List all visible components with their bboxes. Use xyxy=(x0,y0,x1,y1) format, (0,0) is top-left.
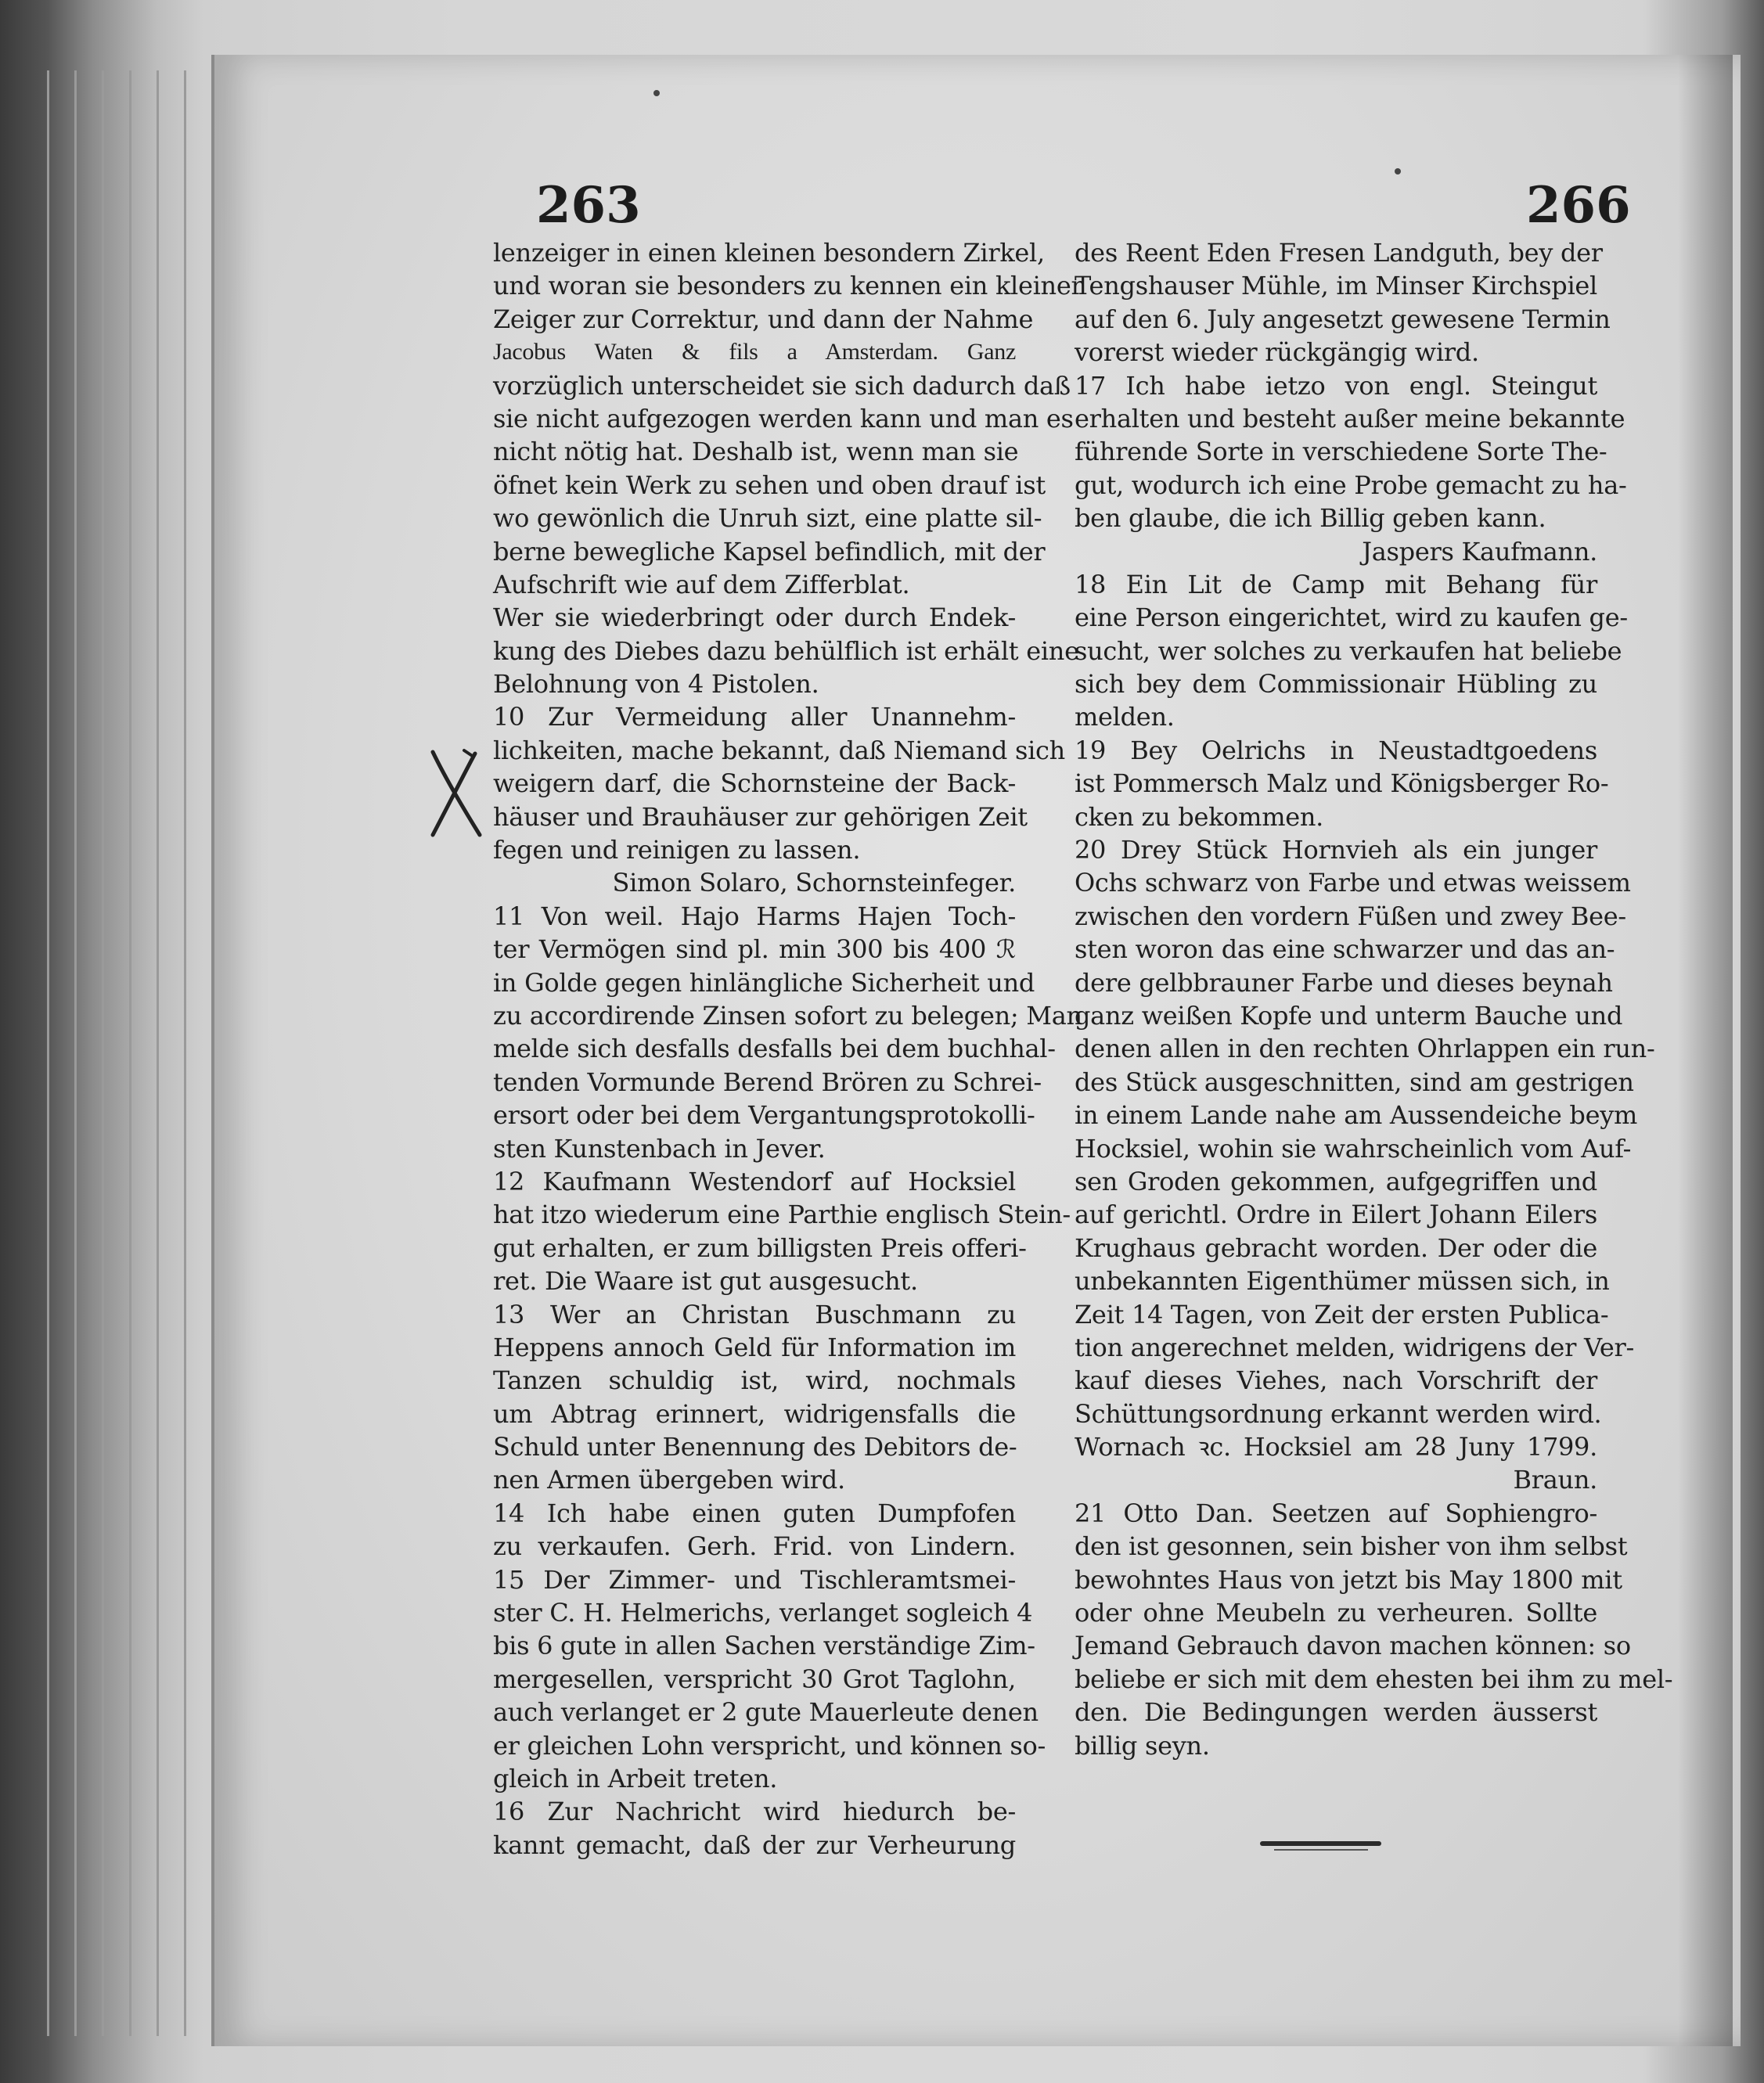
page-edge xyxy=(157,70,159,2036)
text-line: in einem Lande nahe am Aussendeiche beym xyxy=(1075,1100,1638,1131)
ink-speck xyxy=(1395,168,1401,174)
text-line: beliebe er sich mit dem ehesten bei ihm zu mel- xyxy=(1075,1664,1673,1694)
text-line: ret. Die Waare ist gut ausgesucht. xyxy=(493,1266,918,1297)
text-line: oder ohne Meubeln zu verheuren. Sollte xyxy=(1075,1598,1597,1628)
text-line: Jaspers Kaufmann. xyxy=(1362,536,1597,567)
page-number-left: 263 xyxy=(536,176,641,235)
text-line: und woran sie besonders zu kennen ein kleiner xyxy=(493,271,1083,301)
text-line: ster C. H. Helmerichs, verlanget sogleich 4 xyxy=(493,1598,1033,1628)
text-line: Schüttungsordnung erkannt werden wird. xyxy=(1075,1398,1602,1429)
text-line: 18 Ein Lit de Camp mit Behang für xyxy=(1075,569,1597,599)
text-line: 10 Zur Vermeidung aller Unannehm- xyxy=(493,702,1016,732)
text-line: in Golde gegen hinlängliche Sicherheit und xyxy=(493,967,1035,998)
end-rule-ornament xyxy=(1260,1841,1381,1846)
text-line: den. Die Bedingungen werden äusserst xyxy=(1075,1697,1597,1728)
text-line: Heppens annoch Geld für Information im xyxy=(493,1332,1016,1362)
text-line: 17 Ich habe ietzo von engl. Steingut xyxy=(1075,370,1597,401)
text-line: Braun. xyxy=(1513,1465,1597,1495)
text-line: 16 Zur Nachricht wird hiedurch be- xyxy=(493,1797,1016,1827)
page-number-right: 266 xyxy=(1526,176,1631,235)
text-line: Belohnung von 4 Pistolen. xyxy=(493,669,819,700)
text-line: dere gelbbrauner Farbe und dieses beynah xyxy=(1075,967,1613,998)
page-edge xyxy=(47,70,49,2036)
text-line: nen Armen übergeben wird. xyxy=(493,1465,845,1495)
text-line: ersort oder bei dem Vergantungsprotokolli- xyxy=(493,1100,1035,1131)
text-line: 11 Von weil. Hajo Harms Hajen Toch- xyxy=(493,901,1016,931)
text-line: Krughaus gebracht worden. Der oder die xyxy=(1075,1232,1597,1263)
text-line: sen Groden gekommen, aufgegriffen und xyxy=(1075,1166,1597,1196)
page-edge xyxy=(129,70,131,2036)
text-line: vorzüglich unterscheidet sie sich dadurch daß xyxy=(493,370,1071,401)
text-line: des Reent Eden Fresen Landguth, bey der xyxy=(1075,238,1603,268)
text-line: 21 Otto Dan. Seetzen auf Sophiengro- xyxy=(1075,1498,1597,1528)
text-line: ganz weißen Kopfe und unterm Bauche und xyxy=(1075,1000,1623,1031)
text-line: auf gerichtl. Ordre in Eilert Johann Eilers xyxy=(1075,1200,1597,1230)
text-line: sie nicht aufgezogen werden kann und man es xyxy=(493,403,1074,434)
text-line: eine Person eingerichtet, wird zu kaufen ge- xyxy=(1075,603,1628,633)
text-line: zwischen den vordern Füßen und zwey Bee- xyxy=(1075,901,1626,931)
text-line: sten Kunstenbach in Jever. xyxy=(493,1133,826,1164)
text-line: gut erhalten, er zum billigsten Preis offeri- xyxy=(493,1232,1027,1263)
page-edge xyxy=(184,70,186,2036)
text-line: Aufschrift wie auf dem Zifferblat. xyxy=(493,569,910,599)
text-line: Ochs schwarz von Farbe und etwas weissem xyxy=(1075,868,1631,898)
text-line: sich bey dem Commissionair Hübling zu xyxy=(1075,669,1597,700)
text-line: hat itzo wiederum eine Parthie englisch Stein- xyxy=(493,1200,1071,1230)
text-line: auch verlanget er 2 gute Mauerleute denen xyxy=(493,1697,1039,1728)
text-line: kung des Diebes dazu behülflich ist erhält eine xyxy=(493,635,1079,666)
text-line: tenden Vormunde Berend Brören zu Schrei- xyxy=(493,1067,1042,1097)
text-line: gleich in Arbeit treten. xyxy=(493,1763,778,1793)
text-line: Tanzen schuldig ist, wird, nochmals xyxy=(493,1365,1016,1396)
text-line: Zeit 14 Tagen, von Zeit der ersten Publica- xyxy=(1075,1299,1609,1329)
text-line: Schuld unter Benennung des Debitors de- xyxy=(493,1432,1017,1462)
text-line: Simon Solaro, Schornsteinfeger. xyxy=(612,868,1016,898)
text-line: cken zu bekommen. xyxy=(1075,801,1324,832)
text-line: unbekannten Eigenthümer müssen sich, in xyxy=(1075,1266,1610,1297)
text-line: fegen und reinigen zu lassen. xyxy=(493,835,861,865)
text-line: mergesellen, verspricht 30 Grot Taglohn, xyxy=(493,1664,1016,1694)
text-line: Hocksiel, wohin sie wahrscheinlich vom Auf- xyxy=(1075,1133,1632,1164)
text-line: 20 Drey Stück Hornvieh als ein junger xyxy=(1075,835,1597,865)
ink-speck xyxy=(653,90,660,96)
text-line: erhalten und besteht außer meine bekannte xyxy=(1075,403,1625,434)
text-line: lichkeiten, mache bekannt, daß Niemand sich xyxy=(493,735,1065,765)
text-line: sucht, wer solches zu verkaufen hat beliebe xyxy=(1075,635,1622,666)
text-line: 14 Ich habe einen guten Dumpfofen xyxy=(493,1498,1016,1528)
text-line: um Abtrag erinnert, widrigensfalls die xyxy=(493,1398,1016,1429)
text-line: er gleichen Lohn verspricht, und können so- xyxy=(493,1730,1046,1761)
text-line: lenzeiger in einen kleinen besondern Zirkel, xyxy=(493,238,1045,268)
text-line: zu accordirende Zinsen sofort zu belegen; Man xyxy=(493,1000,1082,1031)
text-line: zu verkaufen. Gerh. Frid. von Lindern. xyxy=(493,1531,1016,1562)
text-line: häuser und Brauhäuser zur gehörigen Zeit xyxy=(493,801,1028,832)
text-line: öfnet kein Werk zu sehen und oben drauf ist xyxy=(493,469,1046,500)
text-line: vorerst wieder rückgängig wird. xyxy=(1075,337,1479,368)
text-line: 15 Der Zimmer- und Tischleramtsmei- xyxy=(493,1564,1016,1595)
text-line: Tengshauser Mühle, im Minser Kirchspiel xyxy=(1075,271,1597,301)
text-line: nicht nötig hat. Deshalb ist, wenn man sie xyxy=(493,437,1019,467)
text-line: 12 Kaufmann Westendorf auf Hocksiel xyxy=(493,1166,1016,1196)
text-line: tion angerechnet melden, widrigens der Ver- xyxy=(1075,1332,1634,1362)
text-line: auf den 6. July angesetzt gewesene Termin xyxy=(1075,304,1611,334)
text-line: 13 Wer an Christan Buschmann zu xyxy=(493,1299,1016,1329)
text-line: Zeiger zur Correktur, und dann der Nahme xyxy=(493,304,1034,334)
text-line: weigern darf, die Schornsteine der Back- xyxy=(493,768,1016,799)
page-edge xyxy=(102,70,104,2036)
text-line: Wer sie wiederbringt oder durch Endek- xyxy=(493,603,1016,633)
text-line: 19 Bey Oelrichs in Neustadtgoedens xyxy=(1075,735,1597,765)
text-line: ter Vermögen sind pl. min 300 bis 400 ℛ xyxy=(493,934,1016,965)
text-line: führende Sorte in verschiedene Sorte The- xyxy=(1075,437,1607,467)
text-line: kannt gemacht, daß der zur Verheurung xyxy=(493,1829,1016,1860)
left-text-column xyxy=(493,236,1083,1862)
page-edge xyxy=(74,70,77,2036)
text-line: berne bewegliche Kapsel befindlich, mit der xyxy=(493,536,1046,567)
text-line: billig seyn. xyxy=(1075,1730,1210,1761)
text-line: Jemand Gebrauch davon machen können: so xyxy=(1075,1631,1631,1661)
binding-shadow xyxy=(1678,55,1733,2046)
text-line: denen allen in den rechten Ohrlappen ein run- xyxy=(1075,1034,1655,1064)
right-text-column xyxy=(1075,236,1673,1762)
text-line: wo gewönlich die Unruh sizt, eine platte sil- xyxy=(493,503,1042,534)
text-line: bewohntes Haus von jetzt bis May 1800 mit xyxy=(1075,1564,1622,1595)
text-line: ben glaube, die ich Billig geben kann. xyxy=(1075,503,1546,534)
text-line: melden. xyxy=(1075,702,1175,732)
text-line: gut, wodurch ich eine Probe gemacht zu ha- xyxy=(1075,469,1627,500)
text-line: melde sich desfalls desfalls bei dem buchhal- xyxy=(493,1034,1056,1064)
text-line: den ist gesonnen, sein bisher von ihm selbst xyxy=(1075,1531,1628,1562)
text-line: Wornach ꝛc. Hocksiel am 28 Juny 1799. xyxy=(1075,1432,1597,1462)
text-line: des Stück ausgeschnitten, sind am gestrigen xyxy=(1075,1067,1634,1097)
text-line: Jacobus Waten & fils a Amsterdam. Ganz xyxy=(493,339,1016,365)
text-line: ist Pommersch Malz und Königsberger Ro- xyxy=(1075,768,1609,799)
handwritten-x-mark xyxy=(427,747,485,841)
text-line: kauf dieses Viehes, nach Vorschrift der xyxy=(1075,1365,1597,1396)
text-line: sten woron das eine schwarzer und das an- xyxy=(1075,934,1615,965)
text-line: bis 6 gute in allen Sachen verständige Zim- xyxy=(493,1631,1035,1661)
